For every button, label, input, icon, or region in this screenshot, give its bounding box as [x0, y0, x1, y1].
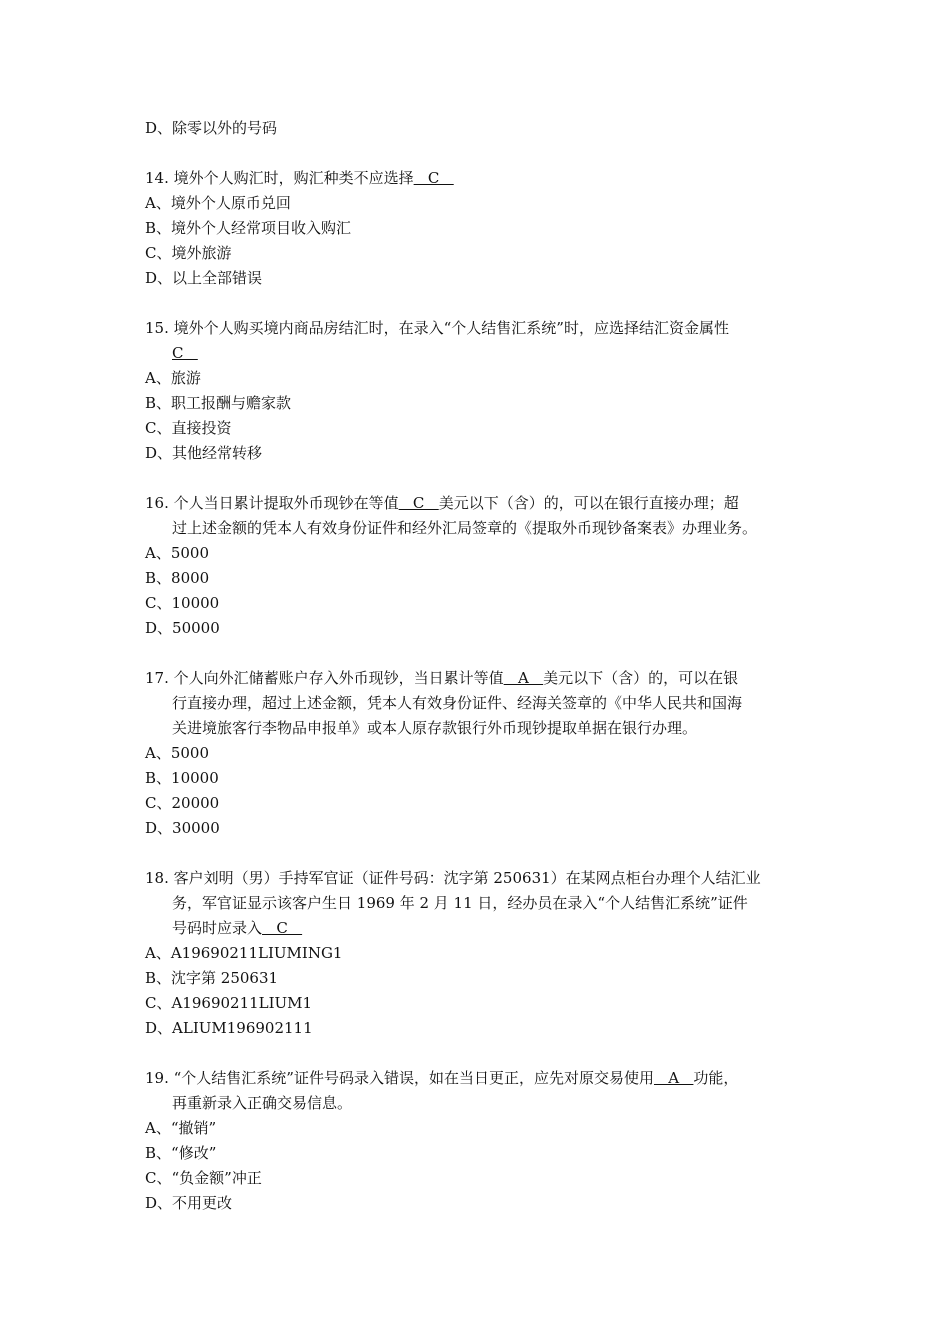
q14-option-c: C、境外旅游 — [145, 244, 232, 262]
q17-stem-pre: 17. 个人向外汇储蓄账户存入外币现钞，当日累计等值 — [145, 669, 504, 687]
q15-option-a: A、旅游 — [145, 369, 201, 387]
q19-stem-line2: 再重新录入正确交易信息。 — [172, 1094, 353, 1112]
q14-option-b: B、境外个人经常项目收入购汇 — [145, 219, 352, 237]
q17-answer: A — [503, 669, 544, 687]
q14-option-d: D、以上全部错误 — [145, 269, 263, 287]
spacer — [145, 1041, 815, 1066]
q16-stem — [145, 491, 815, 516]
q14-stem — [145, 166, 815, 191]
q15-answer: C — [172, 344, 198, 362]
q14-answer: C — [413, 169, 454, 187]
q18-stem: 18. 客户刘明（男）手持军官证（证件号码：沈字第 250631）在某网点柜台办理个人结汇业 — [145, 869, 761, 887]
q18-option-c: C、A19690211LIUM1 — [145, 994, 313, 1012]
q19-option-d: D、不用更改 — [145, 1194, 233, 1212]
q15-option-c: C、直接投资 — [145, 419, 232, 437]
q17-option-c: C、20000 — [145, 794, 220, 812]
q19-option-a: A、“撤销” — [145, 1119, 217, 1137]
q15-option-d: D、其他经常转移 — [145, 444, 263, 462]
spacer — [145, 291, 815, 316]
spacer — [145, 466, 815, 491]
q16-option-d: D、50000 — [145, 619, 220, 637]
q15-option-b: B、职工报酬与赡家款 — [145, 394, 292, 412]
q17-stem-line3: 关进境旅客行李物品申报单》或本人原存款银行外币现钞提取单据在银行办理。 — [172, 719, 698, 737]
spacer — [145, 141, 815, 166]
q19-stem — [145, 1066, 815, 1091]
q17-stem — [145, 666, 815, 691]
q17-option-a: A、5000 — [145, 744, 210, 762]
q14-option-a: A、境外个人原币兑回 — [145, 194, 291, 212]
spacer — [145, 841, 815, 866]
q15-stem: 15. 境外个人购买境内商品房结汇时，在录入“个人结售汇系统”时，应选择结汇资金属性 — [145, 319, 729, 337]
q16-option-c: C、10000 — [145, 594, 220, 612]
q18-option-a: A、A19690211LIUMING1 — [145, 944, 343, 962]
q17-stem-line2: 行直接办理，超过上述金额，凭本人有效身份证件、经海关签章的《中华人民共和国海 — [172, 694, 743, 712]
q19-answer: A — [653, 1069, 694, 1087]
q17-option-b: B、10000 — [145, 769, 219, 787]
q16-option-a: A、5000 — [145, 544, 210, 562]
q13-option-d: D、除零以外的号码 — [145, 119, 278, 137]
q18-answer: C — [262, 919, 303, 937]
q18-stem-line2: 务，军官证显示该客户生日 1969 年 2 月 11 日，经办员在录入“个人结售汇系统”证件 — [172, 894, 748, 912]
question-text — [145, 116, 815, 1216]
q18-stem-line3 — [145, 916, 815, 941]
q19-stem-post: 功能， — [693, 1069, 739, 1087]
q19-option-c: C、“负金额”冲正 — [145, 1169, 262, 1187]
spacer — [145, 641, 815, 666]
q16-option-b: B、8000 — [145, 569, 210, 587]
q16-stem-post: 美元以下（含）的，可以在银行直接办理；超 — [438, 494, 739, 512]
q14-stem-text: 14. 境外个人购汇时，购汇种类不应选择 — [145, 169, 414, 187]
q15-answer-line — [145, 341, 815, 366]
q17-option-d: D、30000 — [145, 819, 220, 837]
q19-stem-pre: 19. “个人结售汇系统”证件号码录入错误，如在当日更正，应先对原交易使用 — [145, 1069, 654, 1087]
q18-option-b: B、沈字第 250631 — [145, 969, 279, 987]
q16-stem-pre: 16. 个人当日累计提取外币现钞在等值 — [145, 494, 399, 512]
q18-option-d: D、ALIUM196902111 — [145, 1019, 313, 1037]
q16-stem-line2: 过上述金额的凭本人有效身份证件和经外汇局签章的《提取外币现钞备案表》办理业务。 — [172, 519, 758, 537]
q19-option-b: B、“修改” — [145, 1144, 217, 1162]
q16-answer: C — [398, 494, 439, 512]
q18-stem-line3-text: 号码时应录入 — [172, 919, 263, 937]
q17-stem-post: 美元以下（含）的，可以在银 — [543, 669, 739, 687]
